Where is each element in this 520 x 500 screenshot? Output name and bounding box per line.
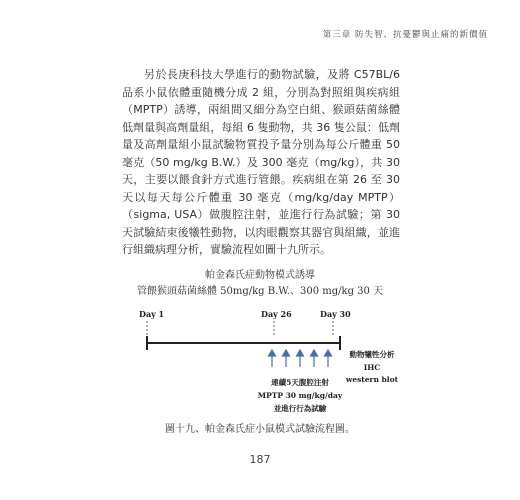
figure-title: 帕金森氏症動物模式誘導 — [205, 270, 315, 281]
injection-arrowhead-4 — [311, 350, 318, 356]
sacrifice-analysis-label: 動物犧牲分析 — [349, 350, 395, 359]
injection-note-line2: MPTP 30 mg/kg/day — [257, 391, 343, 400]
figure-subtitle: 管餵猴頭菇菌絲體 50mg/kg B.W.、300 mg/kg 30 天 — [136, 286, 384, 297]
figure-caption: 圖十九、帕金森氏症小鼠模式試驗流程圖。 — [165, 424, 355, 435]
day-label-26: Day 26 — [261, 309, 292, 319]
experiment-timeline-diagram — [0, 300, 520, 418]
injection-note-line3: 並進行行為試驗 — [273, 404, 327, 413]
chapter-header: 第三章 防失智、抗憂鬱與止痛的新價值 — [322, 30, 488, 40]
day-label-30: Day 30 — [320, 309, 351, 319]
injection-arrowhead-2 — [283, 350, 290, 356]
body-paragraph: 另於長庚科技大學進行的動物試驗，及將 C57BL/6 品系小鼠依體重隨機分成 2 組，分別為對照組與疾病組（MPTP）誘導，兩組間又細分為空白組、猴頭菇菌絲體低劑量與高劑量組，每組 6 隻動物，共 36 隻公鼠：低劑量及高劑量組小鼠試驗物質投予量分別為每公斤體重 50 毫克（50 mg/kg B.W.）及 300 毫克（mg/kg），共 30 天，主要以餵食針方式進行管餵。疾病組在第 26 至 30 天以每天每公斤體重 30 毫克（mg/kg/day MPTP）（sigma, USA）做腹腔注射，並進行行為試驗；第 30 天試驗結束後犧牲動物，以肉眼觀察其器官與組織，並進行組織病理分析，實驗流程如圖十九所示。 — [122, 68, 400, 256]
injection-arrowhead-5 — [325, 350, 332, 356]
day-label-1: Day 1 — [139, 309, 165, 319]
injection-note-line1: 連續5天腹腔注射 — [271, 378, 329, 387]
page-number: 187 — [249, 453, 271, 466]
western-blot-label: western blot — [345, 375, 399, 384]
injection-arrowhead-3 — [297, 350, 304, 356]
injection-arrowhead-1 — [269, 350, 276, 356]
ihc-label: IHC — [363, 363, 381, 372]
